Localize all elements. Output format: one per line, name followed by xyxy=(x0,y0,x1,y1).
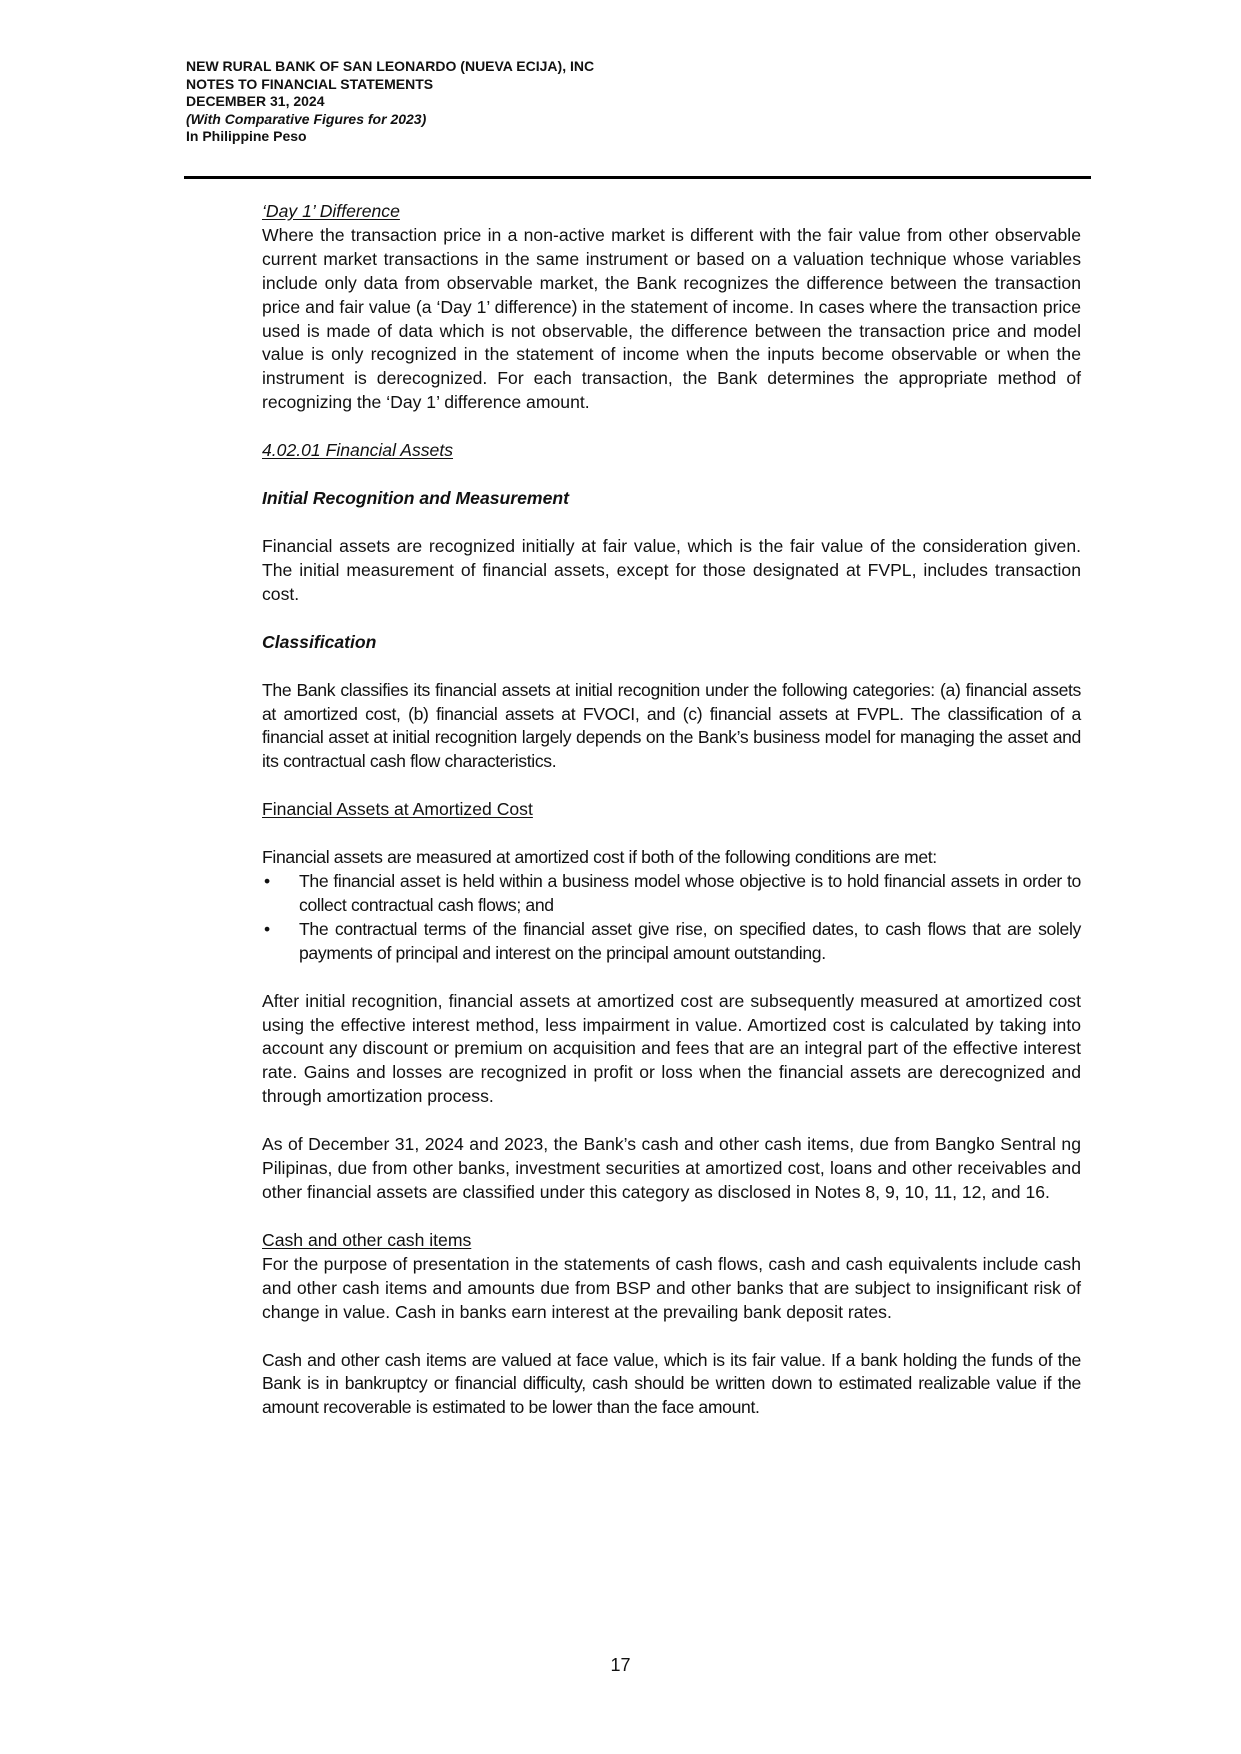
list-item: • The financial asset is held within a business model whose objective is to hold financial assets in order to collect contractual cash flows; and xyxy=(264,871,1081,915)
section-cash-items xyxy=(262,1229,1081,1420)
subheading-classification: Classification xyxy=(262,631,377,652)
subheading-initial-recognition: Initial Recognition and Measurement xyxy=(262,488,569,509)
paragraph-amortized-cost-measurement: After initial recognition, financial assets at amortized cost are subsequently measured at amortized cost using the effective interest method, less impairment in value. Amortized cost is calculated by taking into account any discount or premium on acquisition and fees that are an integral part of the effective interest rate. Gains and losses are recognized in profit or loss when the financial assets are derecognized and through amortization process. xyxy=(262,990,1081,1107)
paragraph-day1: Where the transaction price in a non-active market is different with the fair value from other observable current market transactions in the same instrument or based on a valuation technique whose variables include only data from observable market, the Bank recognizes the difference between the transaction price and fair value (a ‘Day 1’ difference) in the statement of income. In cases where the transaction price used is made of data which is not observable, the difference between the transaction price and model value is only recognized in the statement of income when the inputs become observable or when the instrument is derecognized. For each transaction, the Bank determines the appropriate method of recognizing the ‘Day 1’ difference amount. xyxy=(262,224,1081,413)
section-amortized-cost xyxy=(262,798,1081,1205)
bullet-icon: • xyxy=(264,918,270,939)
paragraph-cash-valuation: Cash and other cash items are valued at face value, which is its fair value. If a bank holding the funds of the Bank is in bankruptcy or financial difficulty, cash should be written down to estimated realizable value if the amount recoverable is estimated to be lower than the face amount. xyxy=(262,1349,1081,1418)
paragraph-cash-equivalents: For the purpose of presentation in the statements of cash flows, cash and cash equivalents include cash and other cash items and amounts due from BSP and other banks that are subject to insignificant risk of change in value. Cash in banks earn interest at the prevailing bank deposit rates. xyxy=(262,1253,1081,1322)
paragraph-amortized-cost-classified-items: As of December 31, 2024 and 2023, the Bank’s cash and other cash items, due from Bangko Sentral ng Pilipinas, due from other banks, investment securities at amortized cost, loans and other receivables and other financial assets are classified under this category as disclosed in Notes 8, 9, 10, 11, 12, and 16. xyxy=(262,1134,1081,1202)
comparative-note: (With Comparative Figures for 2023) xyxy=(186,110,427,127)
subheading-cash-items: Cash and other cash items xyxy=(262,1229,472,1250)
section-heading-financial-assets: 4.02.01 Financial Assets xyxy=(262,440,454,461)
page-number: 17 xyxy=(610,1655,631,1675)
section-financial-assets xyxy=(262,439,1081,463)
conditions-list xyxy=(262,870,1081,966)
paragraph-amortized-cost-intro: Financial assets are measured at amortized cost if both of the following conditions are met: xyxy=(262,847,937,868)
list-item: • The contractual terms of the financial asset give rise, on specified dates, to cash flows that are solely payments of principal and interest on the principal amount outstanding. xyxy=(264,918,1081,963)
section-classification xyxy=(262,631,1081,775)
header-divider xyxy=(184,176,1091,179)
section-heading-day1: ‘Day 1’ Difference xyxy=(262,201,400,221)
statement-date: DECEMBER 31, 2024 xyxy=(186,93,325,109)
paragraph-classification: The Bank classifies its financial assets at initial recognition under the following categories: (a) financial assets at amortized cost, (b) financial assets at FVOCI, and (c) financial assets at FVPL. The classification of a financial asset at initial recognition largely depends on the Bank’s business model for managing the asset and its contractual cash flow characteristics. xyxy=(262,679,1081,772)
section-day1-difference xyxy=(262,200,1081,415)
currency-note: In Philippine Peso xyxy=(186,128,307,144)
page-header xyxy=(186,58,594,146)
company-name: NEW RURAL BANK OF SAN LEONARDO (NUEVA ECIJA), INC xyxy=(186,58,595,74)
section-initial-recognition xyxy=(262,487,1081,607)
paragraph-initial-recognition: Financial assets are recognized initially at fair value, which is the fair value of the consideration given. The initial measurement of financial assets, except for those designated at FVPL, includes transaction cost. xyxy=(262,535,1081,604)
bullet-icon: • xyxy=(264,871,270,892)
subheading-amortized-cost: Financial Assets at Amortized Cost xyxy=(262,799,533,820)
document-title: NOTES TO FINANCIAL STATEMENTS xyxy=(186,75,434,92)
document-body xyxy=(262,200,1081,1420)
